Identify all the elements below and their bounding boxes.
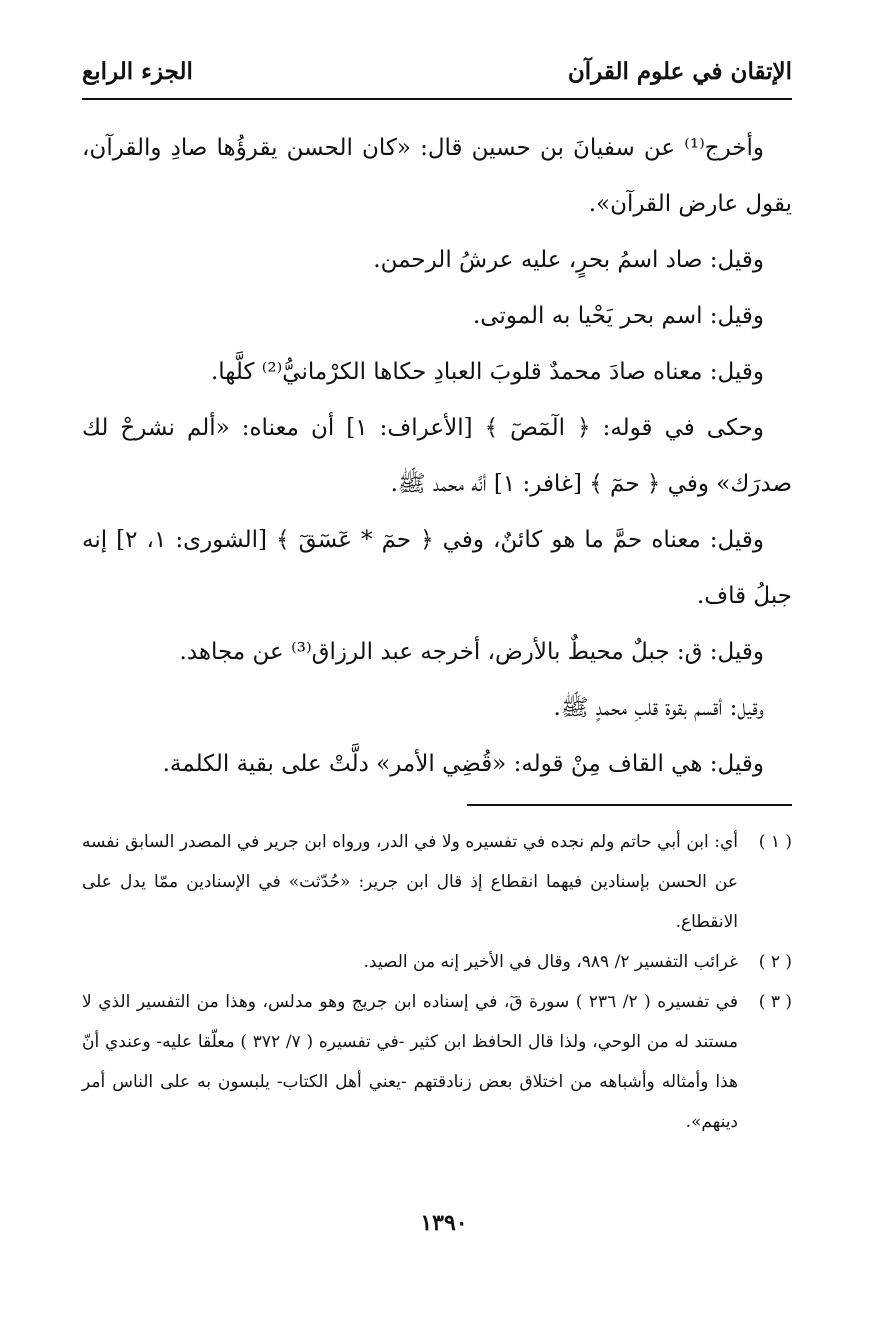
paragraph: وحكى في قوله: ﴿ الٓمٓصٓ ﴾ [الأعراف: ١] أن معناه: «ألم نشرحْ لك صدرَك» وفي ﴿ حمٓ ﴾ [غافر: ١] أنَّه محمد ﷺ. [82, 415, 792, 497]
book-title: الإتقان في علوم القرآن [567, 58, 792, 85]
footnote-number: ( ١ ) [758, 832, 792, 852]
paragraph: وقيل: معناه صادَ محمدٌ قلوبَ العبادِ حكاها الكرْمانيُّ⁽²⁾ كلَّها. [210, 359, 764, 385]
page-number: ١٣٩٠ [420, 1210, 468, 1236]
paragraph: وأخرج⁽¹⁾ عن سفيانَ بن حسين قال: «كان الحسن يقرؤُها صادِ والقرآن، يقول عارض القرآن». [82, 135, 792, 217]
footnote-text: أي: ابن أبي حاتم ولم نجده في تفسيره ولا في الدر، ورواه ابن جرير في المصدر السابق نفسه عن الحسن بإسنادين فيهما انقطاع إذ قال ابن جرير: «حُدّثت» في الإسنادين ممّا يدل على الانقطاع. [82, 832, 738, 932]
footnote-text: غرائب التفسير ٢/ ٩٨٩، وقال في الأخير إنه من الصيد. [363, 952, 738, 972]
paragraph: وقيل: هي القاف مِنْ قوله: «قُضِي الأمر» دلَّتْ على بقية الكلمة. [162, 751, 764, 777]
footnote [82, 942, 792, 982]
footnote [82, 982, 792, 1142]
footnote [82, 822, 792, 942]
paragraph: وقيل: اسم بحر يَحْيا به الموتى. [472, 303, 764, 329]
footnote-number: ( ٣ ) [758, 992, 792, 1012]
main-text [82, 120, 792, 792]
paragraph: وقيل: ق: جبلٌ محيطٌ بالأرض، أخرجه عبد الرزاق⁽³⁾ عن مجاهد. [179, 639, 764, 665]
running-header [82, 52, 792, 100]
paragraph: وقيل: أقسم بقوة قلبِ محمدٍ ﷺ. [553, 695, 764, 721]
footnotes [82, 822, 792, 1142]
paragraph: وقيل: صاد اسمُ بحرٍ، عليه عرشُ الرحمن. [373, 247, 764, 273]
footnote-divider [467, 804, 792, 806]
volume-label: الجزء الرابع [82, 58, 193, 85]
footnote-text: في تفسيره ( ٢/ ٢٣٦ ) سورة قٓ، في إسناده ابن جريج وهو مدلس، وهذا من التفسير الذي لا مستند له من الوحي، ولذا قال الحافظ ابن كثير -في تفسيره ( ٧/ ٣٧٢ ) معلّقا عليه- وعندي أنّ هذا وأمثاله وأشباهه من اختلاق بعض زنادقتهم -يعني أهل الكتاب- يلبسون به على الناس أمر دينهم». [82, 992, 738, 1132]
paragraph: وقيل: معناه حمَّ ما هو كائنٌ، وفي ﴿ حمٓ * عٓسٓقٓ ﴾ [الشورى: ١، ٢] إنه جبلُ قاف. [82, 527, 792, 609]
footnote-number: ( ٢ ) [758, 952, 792, 972]
